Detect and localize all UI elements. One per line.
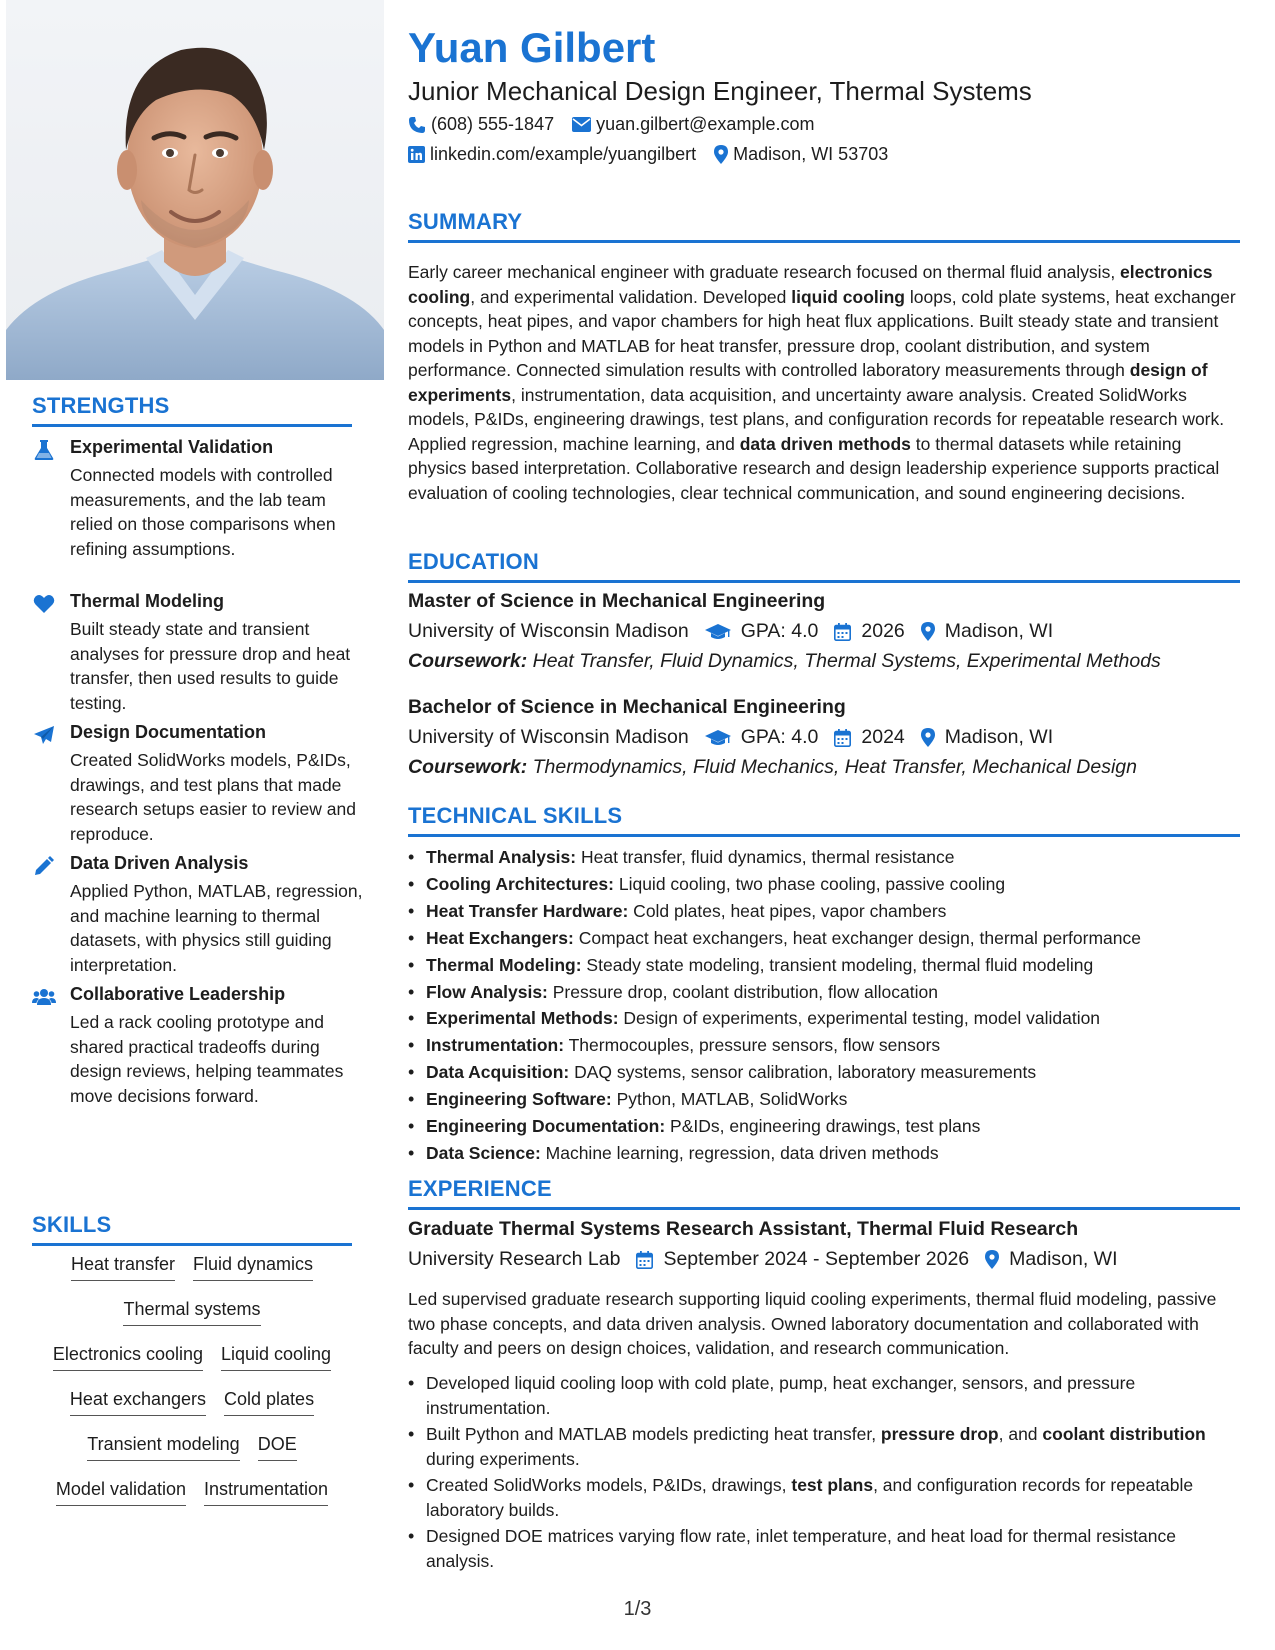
strength-desc: Connected models with controlled measurements, and the lab team relied on those comparisons when refining assumptions. — [70, 465, 336, 559]
strength-name: Thermal Modeling — [70, 591, 225, 611]
strength-desc: Created SolidWorks models, P&IDs, drawings, and test plans that made research setups easier to review and reproduce. — [70, 750, 356, 844]
skill-tag: Liquid cooling — [221, 1344, 331, 1371]
technical-skills-rule — [408, 834, 1240, 837]
technical-skills-title: TECHNICAL SKILLS — [408, 803, 623, 828]
school-name: University of Wisconsin Madison — [408, 620, 689, 642]
skill-tag: Heat transfer — [71, 1254, 175, 1281]
list-item: • Cooling Architectures: Liquid cooling, two phase cooling, passive cooling — [426, 871, 1240, 898]
list-item: • Heat Exchangers: Compact heat exchangers, heat exchanger design, thermal performance — [426, 925, 1240, 952]
experience-bullets — [408, 1371, 1240, 1575]
map-pin-icon — [921, 622, 935, 641]
job-location: Madison, WI — [1009, 1248, 1118, 1270]
summary-text: Early career mechanical engineer with graduate research focused on thermal fluid analysis, electronics cooling, and experimental validation. Developed liquid cooling loops, cold plate systems, heat exchanger concepts, heat pipes, and vapor chambers for high heat flux applications. Built steady state and transient models in Python and MATLAB for heat transfer, pressure drop, coolant distribution, and system performance. Connected simulation results with controlled laboratory measurements through design of experiments, instrumentation, data acquisition, and uncertainty aware analysis. Created SolidWorks models, P&IDs, engineering drawings, test plans, and configuration records for repeatable research work. Applied regression, machine learning, and data driven methods to thermal datasets while retaining physics based interpretation. Collaborative research and design leadership experience supports practical evaluation of cooling technologies, clear technical communication, and sound engineering decisions. — [408, 262, 1236, 503]
strength-name: Design Documentation — [70, 722, 267, 742]
linkedin-icon — [408, 146, 425, 163]
list-item: • Data Science: Machine learning, regression, data driven methods — [426, 1140, 1240, 1167]
email-text: yuan.gilbert@example.com — [596, 114, 815, 134]
strengths-title: STRENGTHS — [32, 393, 170, 418]
calendar-icon — [834, 623, 851, 641]
flask-icon — [32, 439, 56, 461]
job-title: Graduate Thermal Systems Research Assistant, Thermal Fluid Research — [408, 1218, 1079, 1240]
skills-cloud — [32, 1254, 352, 1524]
school-location: Madison, WI — [944, 726, 1054, 748]
map-pin-icon — [985, 1250, 999, 1269]
job-intro: Led supervised graduate research supporting liquid cooling experiments, thermal fluid modeling, passive two phase concepts, and data driven analysis. Owned laboratory documentation and collaborated with faculty and peers on design choices, validation, and research communication. — [408, 1289, 1217, 1358]
employer: University Research Lab — [408, 1248, 621, 1270]
list-item: • Created SolidWorks models, P&IDs, drawings, test plans, and configuration records for repeatable laboratory builds. — [426, 1473, 1240, 1522]
graduation-cap-icon — [705, 623, 731, 641]
map-pin-icon — [714, 145, 728, 164]
summary-rule — [408, 240, 1240, 243]
graduation-year: 2024 — [861, 726, 905, 748]
linkedin-item[interactable] — [408, 144, 696, 165]
coursework: Coursework: Heat Transfer, Fluid Dynamics, Thermal Systems, Experimental Methods — [408, 650, 1161, 672]
linkedin-text: linkedin.com/example/yuangilbert — [430, 144, 697, 164]
pencil-icon — [32, 855, 56, 877]
skills-rule — [32, 1243, 352, 1246]
calendar-icon — [636, 1251, 653, 1269]
map-pin-icon — [921, 728, 935, 747]
strength-name: Data Driven Analysis — [70, 853, 249, 873]
list-item: • Instrumentation: Thermocouples, pressure sensors, flow sensors — [426, 1032, 1240, 1059]
strengths-rule — [32, 424, 352, 427]
location-text: Madison, WI 53703 — [733, 144, 889, 164]
skill-row — [32, 1254, 352, 1299]
skill-tag: Cold plates — [224, 1389, 314, 1416]
list-item: • Flow Analysis: Pressure drop, coolant distribution, flow allocation — [426, 979, 1240, 1006]
skill-tag: DOE — [258, 1434, 297, 1461]
skill-row — [32, 1344, 352, 1389]
list-item: • Engineering Documentation: P&IDs, engineering drawings, test plans — [426, 1113, 1240, 1140]
skill-tag: Model validation — [56, 1479, 186, 1506]
contact-row — [408, 114, 814, 135]
skill-row — [32, 1299, 352, 1344]
phone-icon — [408, 116, 426, 134]
skill-tag: Instrumentation — [204, 1479, 328, 1506]
school-name: University of Wisconsin Madison — [408, 726, 689, 748]
envelope-icon — [572, 117, 591, 132]
skill-tag: Fluid dynamics — [193, 1254, 313, 1281]
gpa: GPA: 4.0 — [740, 620, 819, 642]
left-column — [0, 0, 384, 1650]
list-item: • Engineering Software: Python, MATLAB, SolidWorks — [426, 1086, 1240, 1113]
list-item: • Thermal Modeling: Steady state modeling, transient modeling, thermal fluid modeling — [426, 952, 1240, 979]
job-dates: September 2024 - September 2026 — [663, 1248, 970, 1270]
page-number: 1/3 — [623, 1598, 652, 1620]
calendar-icon — [834, 729, 851, 747]
technical-skills-list — [408, 844, 1240, 1167]
list-item: • Built Python and MATLAB models predicting heat transfer, pressure drop, and coolant distribution during experiments. — [426, 1422, 1240, 1471]
paper-plane-icon — [32, 724, 56, 746]
skill-tag: Thermal systems — [123, 1299, 260, 1326]
phone-item[interactable] — [408, 114, 554, 135]
gpa: GPA: 4.0 — [740, 726, 819, 748]
users-icon — [32, 986, 56, 1008]
profile-photo — [6, 0, 384, 380]
job-meta — [408, 1248, 1118, 1271]
list-item: • Data Acquisition: DAQ systems, sensor calibration, laboratory measurements — [426, 1059, 1240, 1086]
summary-title: SUMMARY — [408, 209, 523, 234]
strength-name: Collaborative Leadership — [70, 984, 286, 1004]
location-item — [714, 144, 888, 165]
list-item: • Experimental Methods: Design of experiments, experimental testing, model validation — [426, 1005, 1240, 1032]
list-item: • Developed liquid cooling loop with cold plate, pump, heat exchanger, sensors, and pressure instrumentation. — [426, 1371, 1240, 1420]
email-item[interactable] — [572, 114, 814, 135]
profile-photo-illustration — [6, 0, 384, 380]
contact-row — [408, 144, 888, 165]
experience-rule — [408, 1207, 1240, 1210]
education-rule — [408, 580, 1240, 583]
phone-text: (608) 555-1847 — [431, 114, 555, 134]
skill-tag: Electronics cooling — [53, 1344, 203, 1371]
skill-row — [32, 1479, 352, 1524]
skills-title: SKILLS — [32, 1212, 112, 1237]
graduation-cap-icon — [705, 729, 731, 747]
graduation-year: 2026 — [861, 620, 905, 642]
list-item: • Designed DOE matrices varying flow rate, inlet temperature, and heat load for thermal resistance analysis. — [426, 1524, 1240, 1573]
skill-tag: Heat exchangers — [70, 1389, 206, 1416]
degree-meta — [408, 620, 1053, 643]
education-title: EDUCATION — [408, 549, 539, 574]
skill-row — [32, 1434, 352, 1479]
strength-desc: Led a rack cooling prototype and shared practical tradeoffs during design reviews, helping teammates move decisions forward. — [70, 1012, 344, 1106]
list-item: • Heat Transfer Hardware: Cold plates, heat pipes, vapor chambers — [426, 898, 1240, 925]
skill-row — [32, 1389, 352, 1434]
coursework: Coursework: Thermodynamics, Fluid Mechanics, Heat Transfer, Mechanical Design — [408, 756, 1137, 778]
skill-tag: Transient modeling — [87, 1434, 239, 1461]
strength-desc: Built steady state and transient analyses for pressure drop and heat transfer, then used results to guide testing. — [70, 619, 351, 713]
experience-title: EXPERIENCE — [408, 1176, 552, 1201]
candidate-name: Yuan Gilbert — [408, 24, 656, 71]
degree-title: Bachelor of Science in Mechanical Engineering — [408, 696, 846, 718]
degree-meta — [408, 726, 1053, 749]
heart-icon — [32, 593, 56, 615]
list-item: • Thermal Analysis: Heat transfer, fluid dynamics, thermal resistance — [426, 844, 1240, 871]
candidate-role: Junior Mechanical Design Engineer, Thermal Systems — [408, 76, 1032, 106]
school-location: Madison, WI — [944, 620, 1054, 642]
strength-desc: Applied Python, MATLAB, regression, and machine learning to thermal datasets, with physics still guiding interpretation. — [70, 881, 363, 975]
strength-name: Experimental Validation — [70, 437, 274, 457]
degree-title: Master of Science in Mechanical Engineering — [408, 590, 826, 612]
